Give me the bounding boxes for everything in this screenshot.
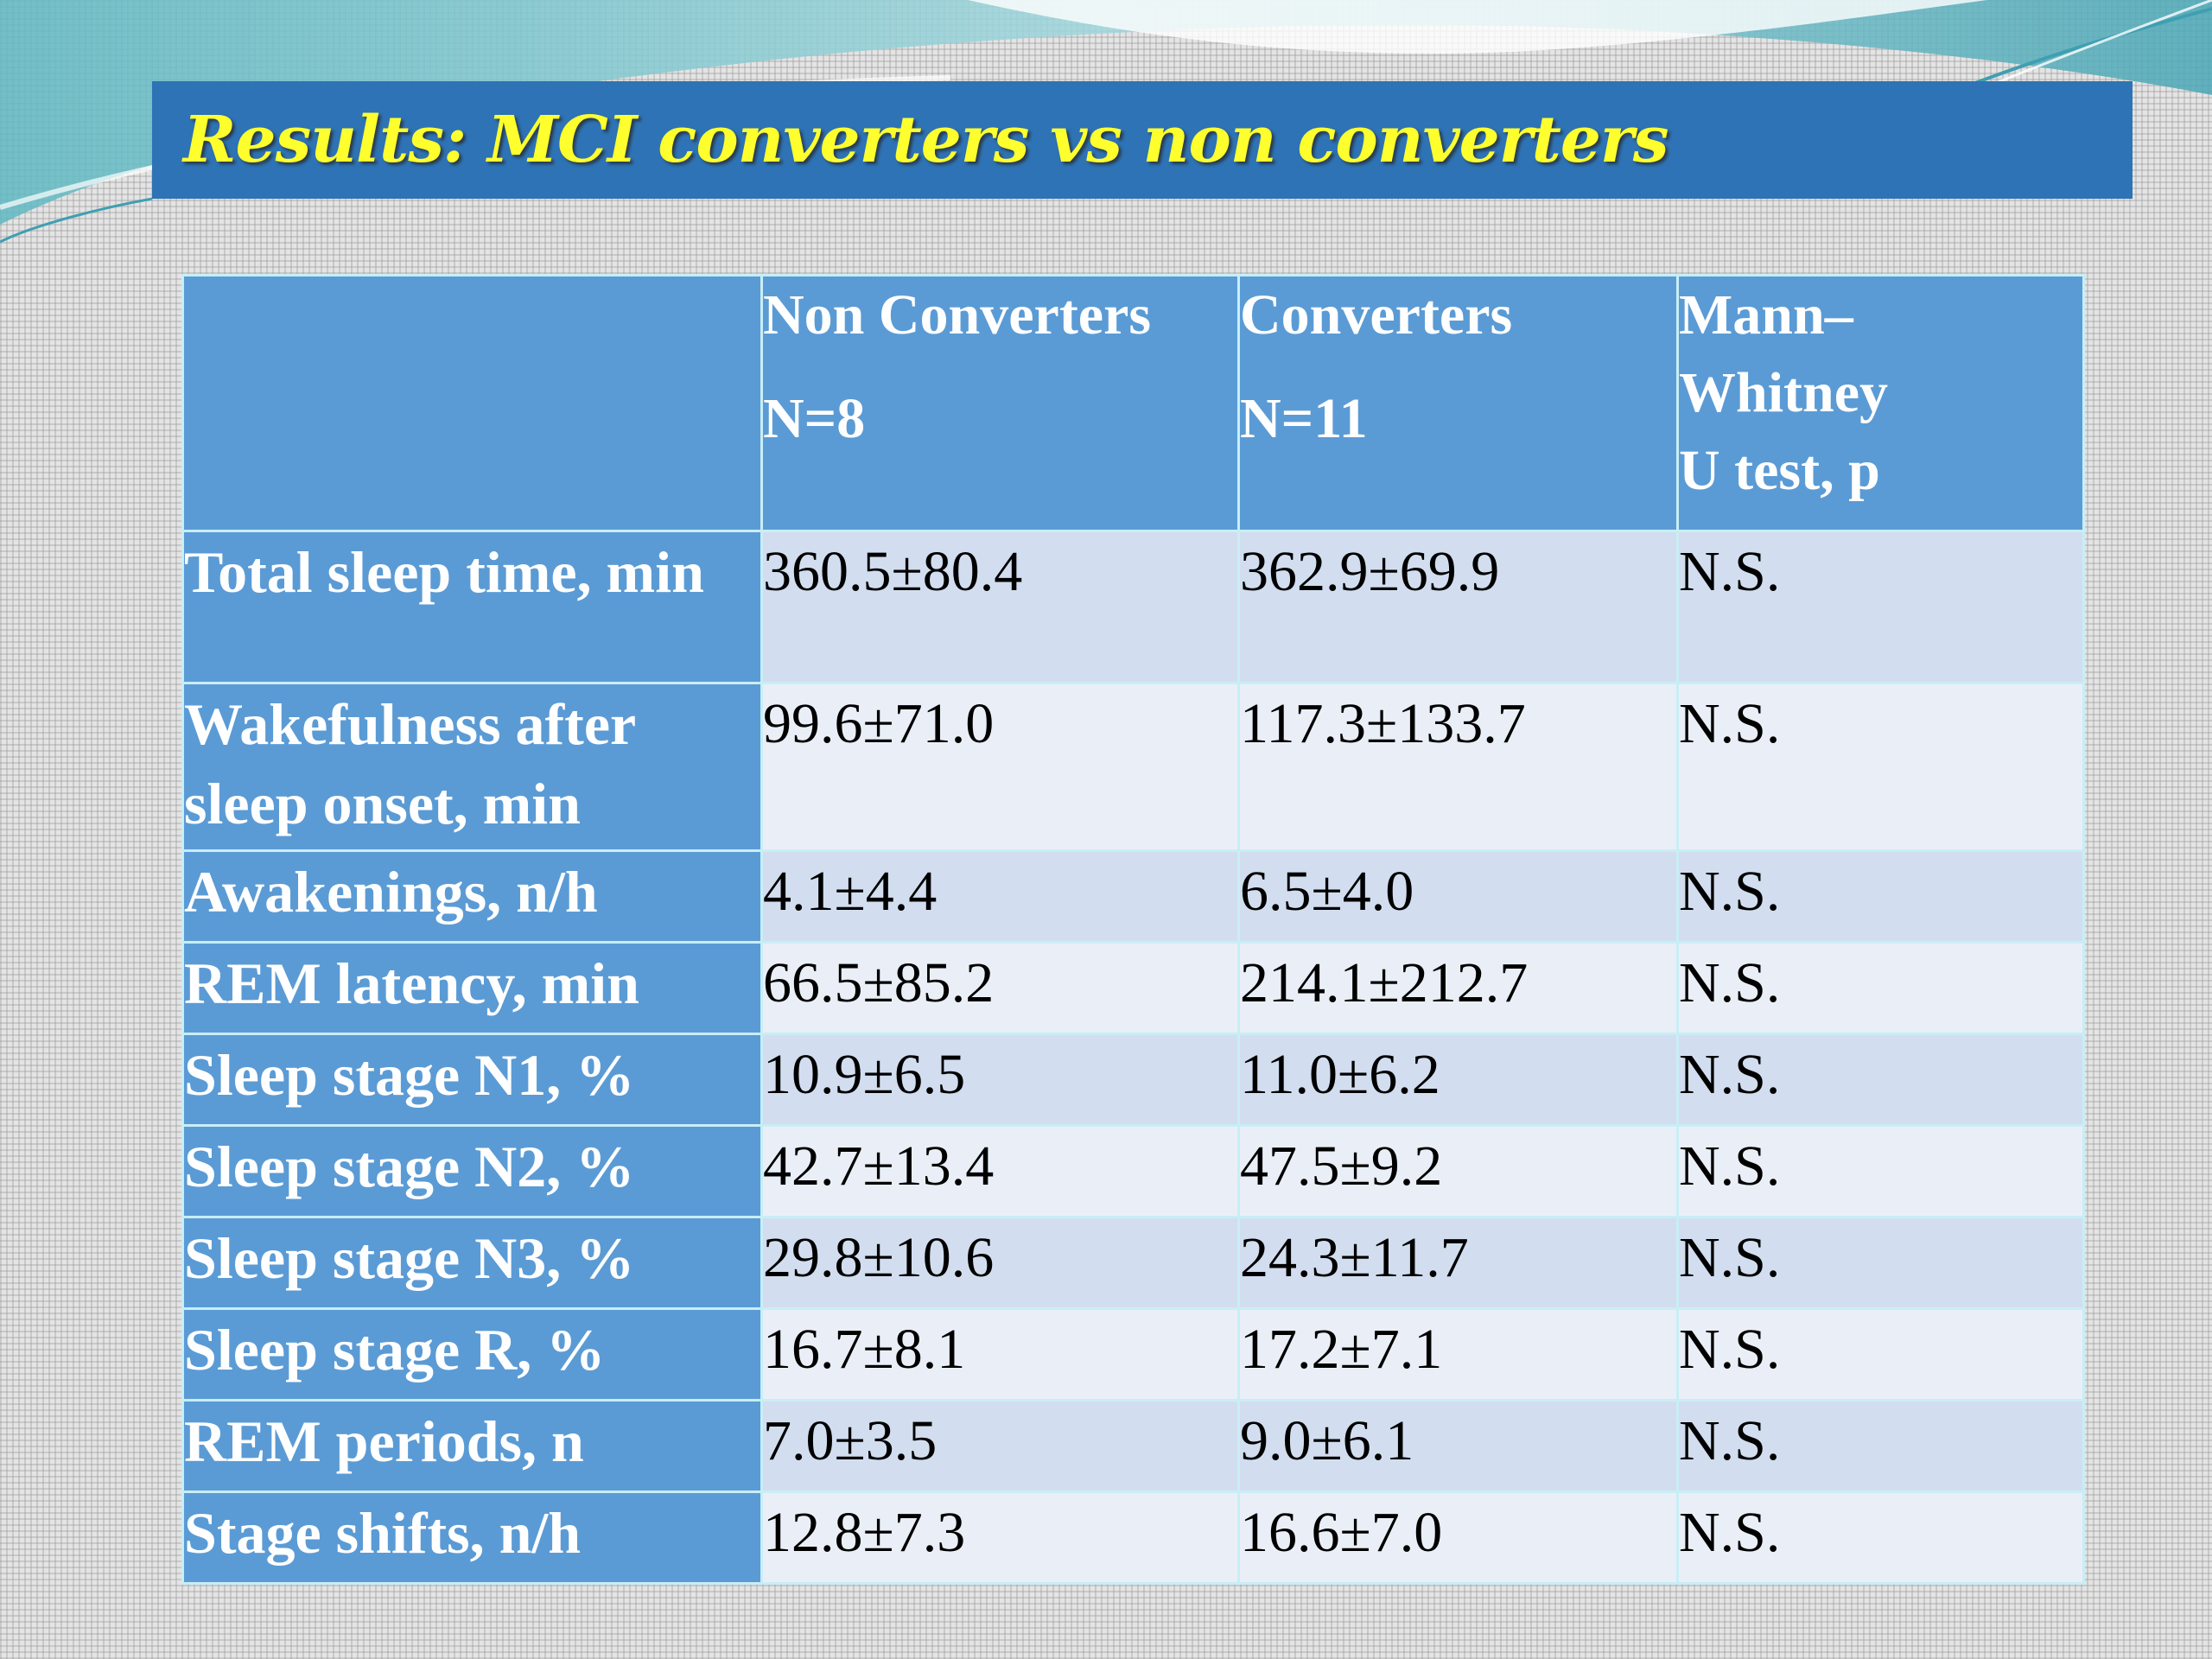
cell-converters: 362.9±69.9	[1239, 531, 1678, 683]
header-cell-empty	[183, 276, 762, 531]
cell-p-value: N.S.	[1678, 943, 2084, 1034]
cell-converters: 214.1±212.7	[1239, 943, 1678, 1034]
cell-non-converters: 4.1±4.4	[762, 851, 1239, 943]
cell-p-value: N.S.	[1678, 1034, 2084, 1126]
header-non-converters-label: Non Converters	[763, 283, 1152, 346]
results-table	[181, 274, 2085, 1585]
title-bar	[152, 81, 2133, 199]
row-label: Sleep stage N3, %	[183, 1217, 762, 1309]
table-row	[183, 683, 2084, 851]
cell-non-converters: 29.8±10.6	[762, 1217, 1239, 1309]
cell-non-converters: 7.0±3.5	[762, 1401, 1239, 1492]
cell-non-converters: 10.9±6.5	[762, 1034, 1239, 1126]
header-converters-label: Converters	[1240, 283, 1513, 346]
cell-p-value: N.S.	[1678, 1309, 2084, 1401]
table-row	[183, 943, 2084, 1034]
table-header-row	[183, 276, 2084, 531]
table-row	[183, 851, 2084, 943]
header-mann-whitney-line2: Whitney	[1679, 361, 1889, 424]
row-label: Sleep stage N2, %	[183, 1126, 762, 1217]
table-row	[183, 1492, 2084, 1584]
row-label: Stage shifts, n/h	[183, 1492, 762, 1584]
cell-non-converters: 12.8±7.3	[762, 1492, 1239, 1584]
cell-non-converters: 66.5±85.2	[762, 943, 1239, 1034]
row-label: Sleep stage N1, %	[183, 1034, 762, 1126]
cell-converters: 17.2±7.1	[1239, 1309, 1678, 1401]
table-row	[183, 1126, 2084, 1217]
cell-non-converters: 360.5±80.4	[762, 531, 1239, 683]
row-label: REM latency, min	[183, 943, 762, 1034]
cell-non-converters: 16.7±8.1	[762, 1309, 1239, 1401]
cell-non-converters: 99.6±71.0	[762, 683, 1239, 851]
header-non-converters-n: N=8	[763, 387, 866, 450]
table-row	[183, 531, 2084, 683]
header-mann-whitney-line1: Mann–	[1679, 283, 1853, 346]
header-cell-converters	[1239, 276, 1678, 531]
row-label: Wakefulness after sleep onset, min	[183, 683, 762, 851]
table-row	[183, 1217, 2084, 1309]
slide-title: Results: MCI converters vs non converters	[183, 103, 1669, 177]
table-row	[183, 1034, 2084, 1126]
table-row	[183, 1401, 2084, 1492]
cell-converters: 16.6±7.0	[1239, 1492, 1678, 1584]
table-row	[183, 1309, 2084, 1401]
cell-p-value: N.S.	[1678, 1401, 2084, 1492]
cell-converters: 24.3±11.7	[1239, 1217, 1678, 1309]
cell-converters: 11.0±6.2	[1239, 1034, 1678, 1126]
row-label: Awakenings, n/h	[183, 851, 762, 943]
cell-non-converters: 42.7±13.4	[762, 1126, 1239, 1217]
cell-converters: 117.3±133.7	[1239, 683, 1678, 851]
header-cell-mann-whitney	[1678, 276, 2084, 531]
cell-converters: 9.0±6.1	[1239, 1401, 1678, 1492]
cell-converters: 6.5±4.0	[1239, 851, 1678, 943]
header-cell-non-converters	[762, 276, 1239, 531]
cell-p-value: N.S.	[1678, 1126, 2084, 1217]
header-mann-whitney-line3: U test, p	[1679, 439, 1880, 502]
row-label: Sleep stage R, %	[183, 1309, 762, 1401]
cell-p-value: N.S.	[1678, 851, 2084, 943]
cell-p-value: N.S.	[1678, 683, 2084, 851]
row-label: Total sleep time, min	[183, 531, 762, 683]
header-converters-n: N=11	[1240, 387, 1368, 450]
cell-p-value: N.S.	[1678, 1492, 2084, 1584]
cell-converters: 47.5±9.2	[1239, 1126, 1678, 1217]
cell-p-value: N.S.	[1678, 531, 2084, 683]
cell-p-value: N.S.	[1678, 1217, 2084, 1309]
row-label: REM periods, n	[183, 1401, 762, 1492]
